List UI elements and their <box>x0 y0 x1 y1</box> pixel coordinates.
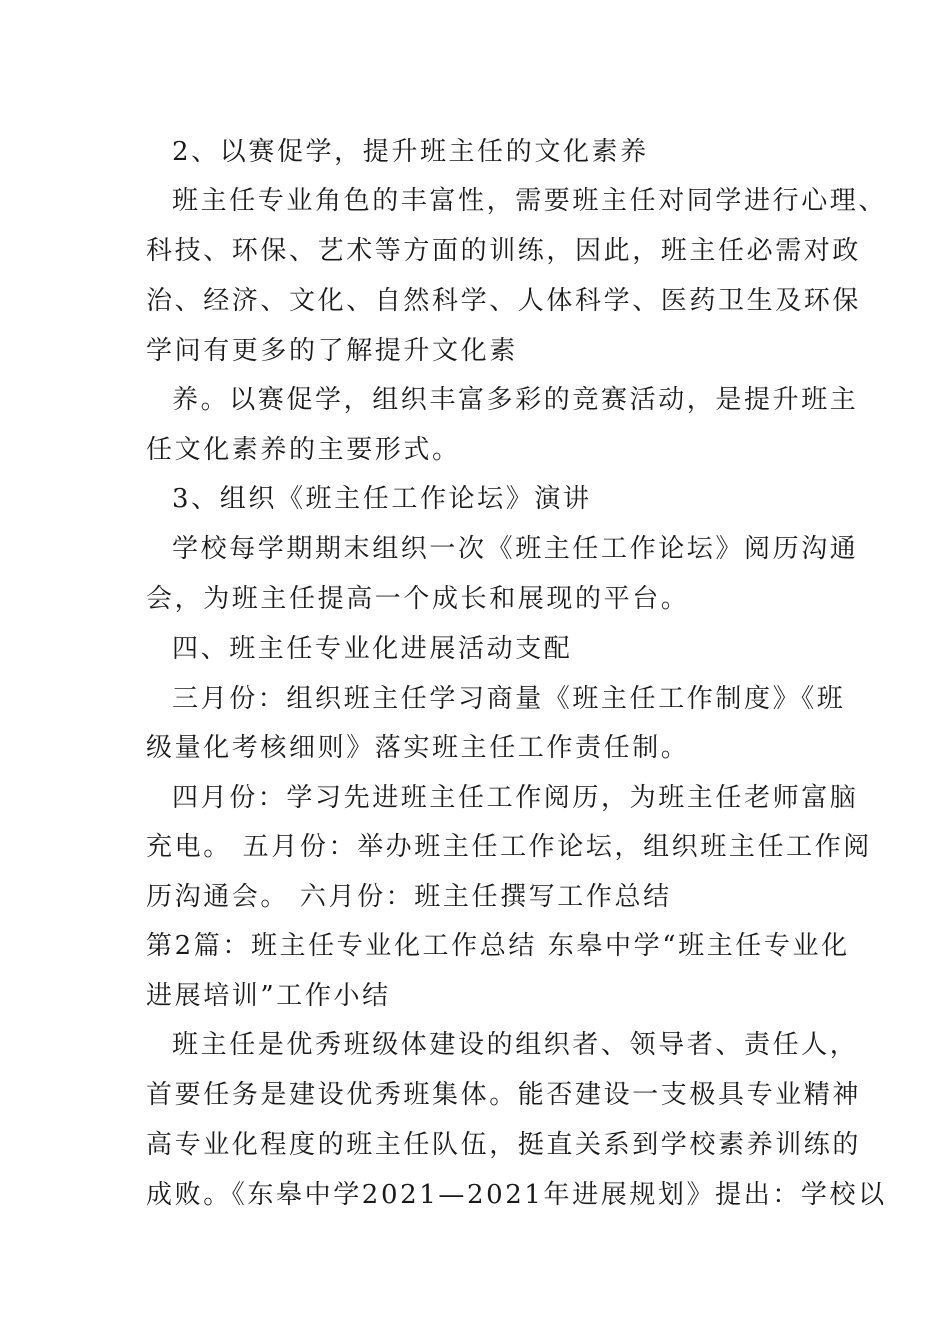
section-heading-2: 2、以赛促学，提升班主任的文化素养 <box>172 137 649 167</box>
paragraph-line: 养。以赛促学，组织丰富多彩的竞赛活动，是提升班主 <box>172 385 859 415</box>
paragraph-line: 任文化素养的主要形式。 <box>146 435 461 465</box>
paragraph-line: 成败。《东皋中学2021—2021年进展规划》提出：学校以 <box>146 1180 887 1210</box>
paragraph-line: 治、经济、文化、自然科学、人体科学、医药卫生及环保 <box>146 286 862 316</box>
paragraph-line: 四月份：学习先进班主任工作阅历，为班主任老师富脑 <box>172 783 859 813</box>
article-title-line: 进展培训”工作小结 <box>146 981 391 1011</box>
paragraph-line: 班主任是优秀班级体建设的组织者、领导者、责任人， <box>172 1030 859 1060</box>
article-title-line: 第2篇：班主任专业化工作总结 东皋中学“班主任专业化 <box>146 931 850 961</box>
paragraph-line: 历沟通会。 六月份：班主任撰写工作总结 <box>146 882 672 912</box>
paragraph-line: 充电。 五月份：举办班主任工作论坛，组织班主任工作阅 <box>146 832 872 862</box>
section-heading-4: 四、班主任专业化进展活动支配 <box>172 634 573 664</box>
paragraph-line: 学校每学期期末组织一次《班主任工作论坛》阅历沟通 <box>172 534 859 564</box>
paragraph-line: 班主任专业角色的丰富性，需要班主任对同学进行心理、 <box>172 186 888 216</box>
paragraph-line: 级量化考核细则》落实班主任工作责任制。 <box>146 733 690 763</box>
paragraph-line: 科技、环保、艺术等方面的训练，因此，班主任必需对政 <box>146 236 862 266</box>
section-heading-3: 3、组织《班主任工作论坛》演讲 <box>172 484 592 514</box>
paragraph-line: 学问有更多的了解提升文化素 <box>146 336 518 366</box>
paragraph-line: 首要任务是建设优秀班集体。能否建设一支极具专业精神 <box>146 1080 862 1110</box>
paragraph-line: 三月份：组织班主任学习商量《班主任工作制度》《班 <box>172 684 846 714</box>
paragraph-line: 高专业化程度的班主任队伍，挺直关系到学校素养训练的 <box>146 1130 862 1160</box>
paragraph-line: 会，为班主任提高一个成长和展现的平台。 <box>146 584 690 614</box>
